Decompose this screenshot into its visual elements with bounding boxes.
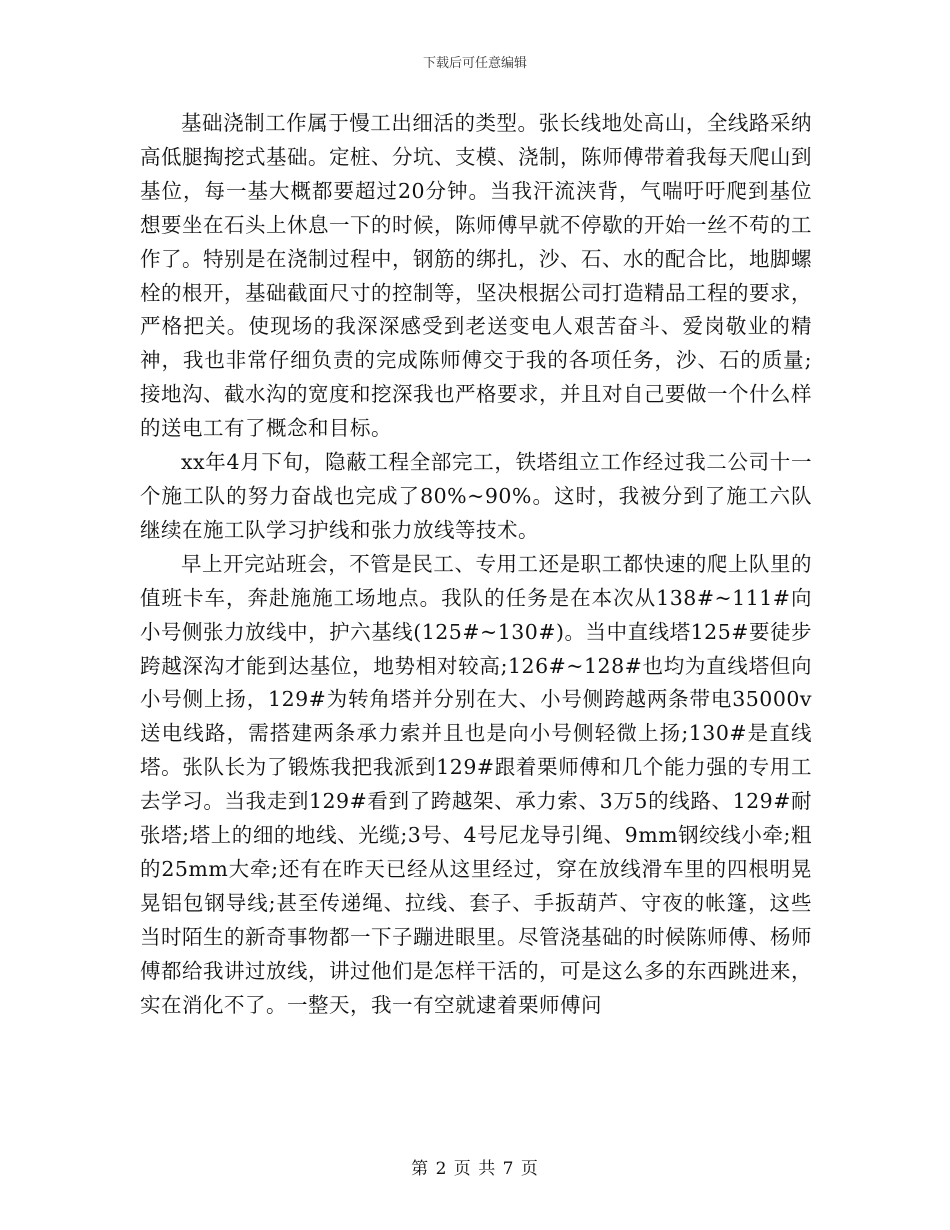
paragraph-3: 早上开完站班会，不管是民工、专用工还是职工都快速的爬上队里的值班卡车，奔赴施施工场地点。我队的任务是在本次从138#~111#向小号侧张力放线中，护六基线(125#~130#)。当中直线塔125#要徒步跨越深沟才能到达基位，地势相对较高;126#~128#也均为直线塔但向小号侧上扬，129#为转角塔并分别在大、小号侧跨越两条带电35000v送电线路，需搭建两条承力索并且也是向小号侧轻微上扬;130#是直线塔。张队长为了锻炼我把我派到129#跟着栗师傅和几个能力强的专用工去学习。当我走到129#看到了跨越架、承力索、3万5的线路、129#耐张塔;塔上的细的地线、光缆;3号、4号尼龙导引绳、9mm钢绞线小牵;粗的25mm大牵;还有在昨天已经从这里经过，穿在放线滑车里的四根明晃晃铝包钢导线;甚至传递绳、拉线、套子、手扳葫芦、守夜的帐篷，这些当时陌生的新奇事物都一下子蹦进眼里。尽管浇基础的时候陈师傅、杨师傅都给我讲过放线，讲过他们是怎样干活的，可是这么多的东西跳进来，实在消化不了。一整天，我一有空就逮着栗师傅问 (140, 551, 812, 1017)
page-number-footer: 第 2 页 共 7 页 (411, 1159, 539, 1179)
document-body (140, 107, 812, 1022)
paragraph-1: 基础浇制工作属于慢工出细活的类型。张长线地处高山，全线路采纳高低腿掏挖式基础。定桩、分坑、支模、浇制，陈师傅带着我每天爬山到基位，每一基大概都要超过20分钟。当我汗流浃背，气喘吁吁爬到基位想要坐在石头上休息一下的时候，陈师傅早就不停歇的开始一丝不苟的工作了。特别是在浇制过程中，钢筋的绑扎，沙、石、水的配合比，地脚螺栓的根开，基础截面尺寸的控制等，坚决根据公司打造精品工程的要求，严格把关。使现场的我深深感受到老送变电人艰苦奋斗、爱岗敬业的精神，我也非常仔细负责的完成陈师傅交于我的各项任务，沙、石的质量;接地沟、截水沟的宽度和挖深我也严格要求，并且对自己要做一个什么样的送电工有了概念和目标。 (140, 111, 812, 441)
page-header: 下载后可任意编辑 (422, 56, 527, 71)
paragraph-2: xx年4月下旬，隐蔽工程全部完工，铁塔组立工作经过我二公司十一个施工队的努力奋战也完成了80%~90%。这时，我被分到了施工六队继续在施工队学习护线和张力放线等技术。 (140, 450, 812, 542)
